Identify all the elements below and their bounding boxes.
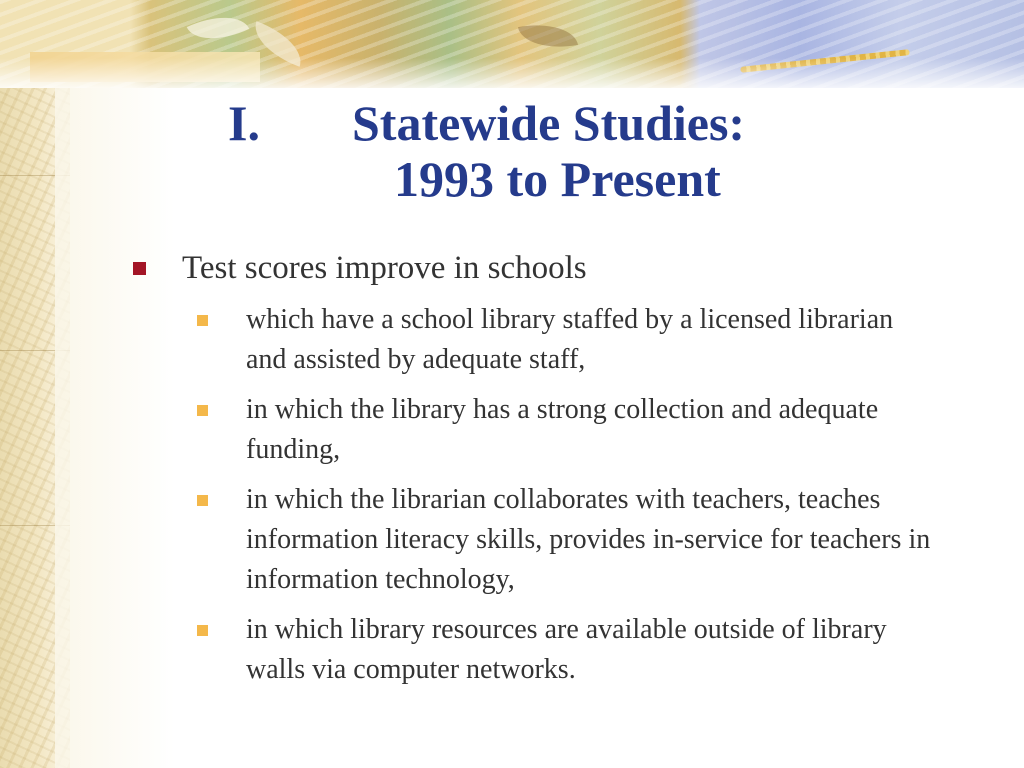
square-bullet-icon [197, 315, 208, 326]
sub-bullet-item [130, 610, 950, 690]
sub-bullet-item [130, 390, 950, 470]
square-bullet-icon [197, 405, 208, 416]
sub-bullet-text: in which the librarian collaborates with teachers, teaches information literacy skills, provides in-service for teachers in information technology, [246, 484, 931, 595]
main-bullet-text: Test scores improve in schools [182, 250, 587, 286]
slide-body [130, 248, 950, 700]
banner-shade [0, 58, 1024, 88]
square-bullet-icon [133, 262, 146, 275]
square-bullet-icon [197, 625, 208, 636]
square-bullet-icon [197, 495, 208, 506]
sub-bullet-list [130, 300, 950, 690]
sub-bullet-text: in which the library has a strong collection and adequate funding, [246, 394, 879, 465]
sub-bullet-item [130, 300, 950, 380]
title-line-1: Statewide Studies: [352, 95, 746, 151]
title-numeral: I. [228, 95, 260, 151]
main-bullet [130, 248, 950, 288]
sub-bullet-text: which have a school library staffed by a licensed librarian and assisted by adequate staff, [246, 304, 894, 375]
sub-bullet-item [130, 480, 950, 600]
sub-bullet-text: in which library resources are available outside of library walls via computer networks. [246, 614, 887, 685]
title-line-2: 1993 to Present [394, 151, 721, 207]
